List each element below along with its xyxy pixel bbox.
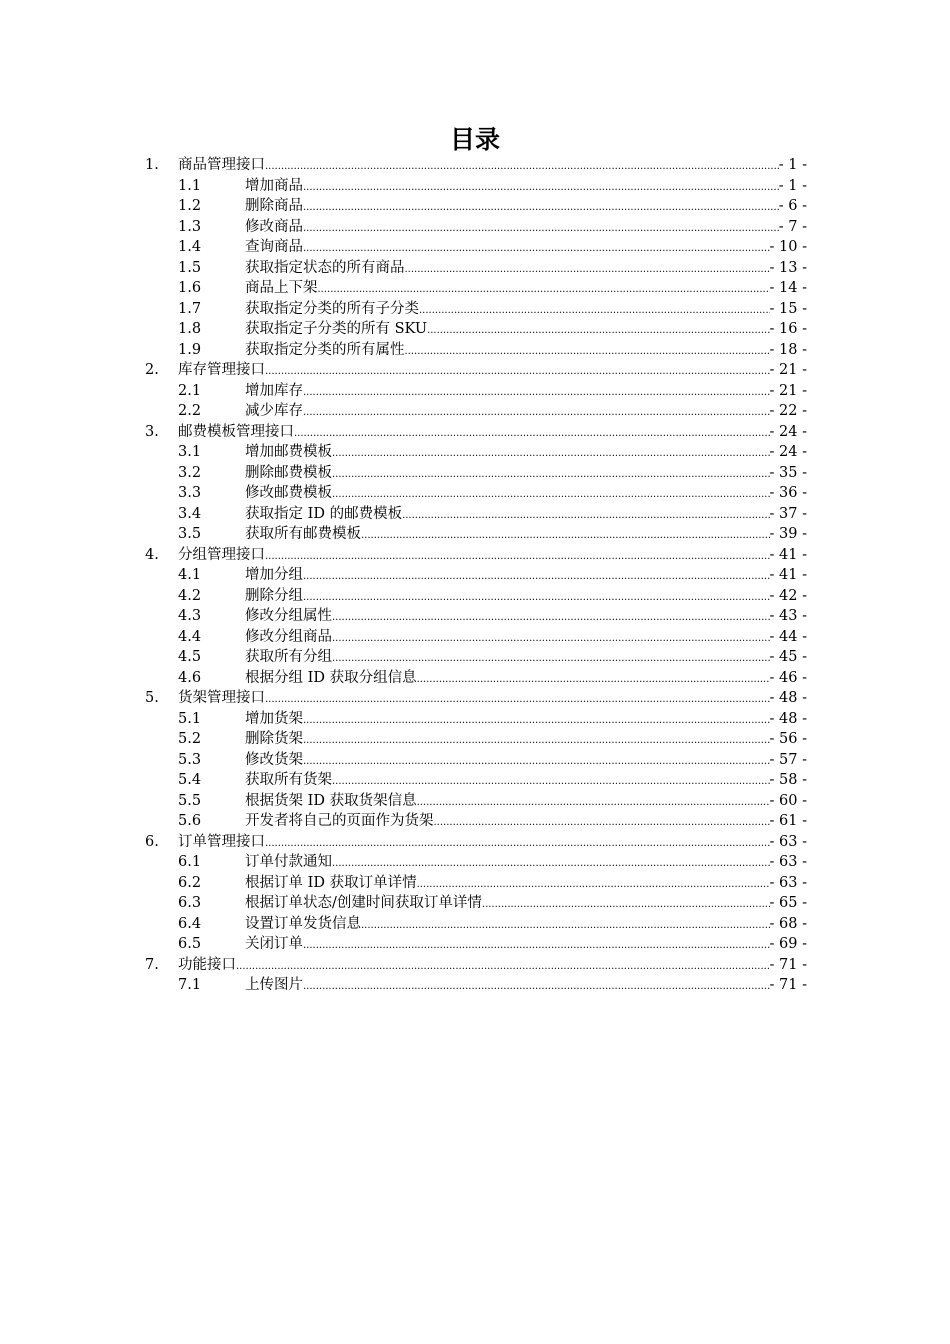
toc-entry-title: 删除商品 (245, 198, 303, 214)
toc-chapter-entry[interactable] (145, 955, 807, 976)
toc-entry-title: 增加邮费模板 (245, 444, 332, 460)
toc-entry-number: 1.7 (178, 300, 202, 317)
toc-entry-number: 1.2 (178, 198, 202, 214)
toc-dot-leader (361, 916, 770, 937)
toc-entry-title: 获取指定分类的所有属性 (245, 341, 405, 358)
toc-dot-leader (236, 957, 770, 978)
toc-entry-line (245, 893, 807, 916)
toc-dot-leader (318, 280, 770, 301)
toc-entry-title: 增加库存 (245, 382, 303, 399)
toc-entry-title: 开发者将自己的页面作为货架 (245, 813, 434, 829)
toc-dot-leader (303, 178, 779, 199)
toc-entry-page-number: - 21 - (769, 362, 807, 378)
toc-section-entry[interactable] (145, 504, 807, 525)
toc-section-entry[interactable] (145, 647, 807, 668)
toc-entry-line (178, 955, 807, 978)
toc-entry-title: 分组管理接口 (178, 546, 265, 563)
toc-entry-number: 1. (145, 157, 159, 173)
toc-entry-title: 商品上下架 (245, 280, 318, 296)
toc-entry-line (245, 770, 807, 793)
toc-entry-line (245, 750, 807, 773)
toc-entry-number: 4.1 (178, 567, 202, 583)
toc-dot-leader (303, 977, 770, 998)
toc-entry-title: 货架管理接口 (178, 690, 265, 706)
toc-entry-line (245, 258, 807, 281)
toc-entry-page-number: - 22 - (769, 403, 807, 419)
toc-entry-page-number: - 65 - (769, 895, 807, 911)
toc-entry-title: 获取所有货架 (245, 772, 332, 788)
toc-entry-line (245, 606, 807, 629)
toc-section-entry[interactable] (145, 668, 807, 689)
toc-entry-page-number: - 69 - (769, 936, 807, 952)
toc-entry-line (178, 832, 807, 855)
toc-entry-page-number: - 7 - (778, 218, 807, 235)
toc-entry-title: 根据货架 ID 获取货架信息 (245, 792, 417, 809)
toc-dot-leader (332, 854, 770, 875)
toc-entry-line (245, 873, 807, 896)
toc-entry-number: 3.5 (178, 526, 202, 542)
toc-entry-number: 2.1 (178, 382, 202, 399)
toc-entry-title: 库存管理接口 (178, 362, 265, 378)
toc-section-entry[interactable] (145, 914, 807, 935)
toc-dot-leader (303, 567, 770, 588)
toc-entry-title: 根据订单状态/创建时间获取订单详情 (245, 895, 482, 911)
toc-entry-line (245, 914, 807, 937)
toc-entry-number: 4.2 (178, 587, 202, 604)
toc-entry-title: 商品管理接口 (178, 157, 265, 173)
toc-dot-leader (417, 875, 770, 896)
toc-entry-line (245, 176, 807, 199)
toc-dot-leader (417, 670, 770, 691)
toc-section-entry[interactable] (145, 278, 807, 299)
toc-dot-leader (294, 424, 770, 445)
toc-entry-line (245, 565, 807, 588)
toc-entry-number: 5.1 (178, 710, 202, 727)
toc-entry-line (245, 401, 807, 424)
toc-entry-line (245, 524, 807, 547)
toc-entry-title: 修改货架 (245, 751, 303, 768)
toc-entry-number: 1.6 (178, 280, 202, 296)
toc-entry-number: 3.4 (178, 505, 202, 522)
toc-entry-number: 3.3 (178, 485, 202, 501)
toc-dot-leader (303, 239, 770, 260)
toc-entry-line (245, 483, 807, 506)
toc-entry-page-number: - 6 - (778, 198, 807, 214)
toc-entry-number: 5.6 (178, 813, 202, 829)
toc-dot-leader (265, 362, 770, 383)
toc-dot-leader (419, 301, 770, 322)
toc-entry-title: 根据订单 ID 获取订单详情 (245, 874, 417, 891)
toc-entry-line (178, 360, 807, 383)
toc-dot-leader (434, 813, 770, 834)
toc-entry-number: 4.4 (178, 628, 202, 645)
toc-dot-leader (332, 772, 770, 793)
toc-entry-title: 根据分组 ID 获取分组信息 (245, 669, 417, 686)
toc-chapter-entry[interactable] (145, 545, 807, 566)
toc-dot-leader (303, 588, 770, 609)
toc-dot-leader (303, 731, 770, 752)
toc-entry-title: 功能接口 (178, 956, 236, 973)
toc-entry-number: 2. (145, 362, 159, 378)
toc-entry-line (245, 647, 807, 670)
toc-entry-number: 6. (145, 833, 159, 850)
toc-entry-number: 5.4 (178, 772, 202, 788)
toc-entry-line (245, 237, 807, 260)
toc-entry-number: 6.4 (178, 915, 202, 932)
toc-entry-page-number: - 61 - (769, 813, 807, 829)
toc-entry-page-number: - 45 - (769, 649, 807, 665)
toc-entry-title: 修改分组商品 (245, 628, 332, 645)
toc-entry-line (245, 217, 807, 240)
toc-chapter-entry[interactable] (145, 422, 807, 443)
toc-entry-title: 获取指定子分类的所有 SKU (245, 321, 428, 337)
toc-entry-page-number: - 42 - (769, 587, 807, 604)
toc-entry-page-number: - 57 - (769, 751, 807, 768)
toc-entry-page-number: - 1 - (778, 157, 807, 173)
toc-title: 目录 (449, 125, 500, 154)
toc-entry-number: 6.3 (178, 895, 202, 911)
toc-entry-page-number: - 48 - (769, 690, 807, 706)
toc-entry-page-number: - 24 - (769, 444, 807, 460)
toc-section-entry[interactable] (145, 442, 807, 463)
toc-entry-number: 4.6 (178, 669, 202, 686)
toc-entry-page-number: - 41 - (769, 567, 807, 583)
toc-entry-page-number: - 18 - (769, 341, 807, 358)
toc-section-entry[interactable] (145, 381, 807, 402)
toc-section-entry[interactable] (145, 934, 807, 955)
toc-entry-title: 删除分组 (245, 587, 303, 604)
toc-entry-line (245, 811, 807, 834)
toc-section-entry[interactable] (145, 401, 807, 422)
toc-dot-leader (402, 506, 769, 527)
toc-entry-title: 修改邮费模板 (245, 485, 332, 501)
toc-entry-number: 5.2 (178, 731, 202, 747)
toc-entry-page-number: - 68 - (769, 915, 807, 932)
toc-entry-title: 设置订单发货信息 (245, 915, 361, 932)
toc-dot-leader (332, 629, 770, 650)
toc-entry-page-number: - 63 - (769, 833, 807, 850)
toc-section-entry[interactable] (145, 237, 807, 258)
toc-chapter-entry[interactable] (145, 832, 807, 853)
toc-entry-number: 7.1 (178, 977, 202, 993)
toc-section-entry[interactable] (145, 258, 807, 279)
toc-dot-leader (405, 260, 770, 281)
toc-entry-number: 4.3 (178, 608, 202, 624)
toc-entry-page-number: - 14 - (769, 280, 807, 296)
toc-section-entry[interactable] (145, 196, 807, 217)
toc-entry-line (245, 586, 807, 609)
toc-section-entry[interactable] (145, 483, 807, 504)
toc-entry-page-number: - 41 - (769, 546, 807, 563)
toc-entry-line (245, 709, 807, 732)
toc-section-entry[interactable] (145, 852, 807, 873)
toc-chapter-entry[interactable] (145, 360, 807, 381)
toc-entry-line (245, 729, 807, 752)
toc-entry-title: 订单付款通知 (245, 854, 332, 870)
toc-entry-title: 删除货架 (245, 731, 303, 747)
toc-entry-number: 1.8 (178, 321, 202, 337)
toc-entry-line (178, 155, 807, 178)
toc-entry-title: 删除邮费模板 (245, 464, 332, 481)
toc-entry-page-number: - 10 - (769, 239, 807, 255)
toc-section-entry[interactable] (145, 565, 807, 586)
toc-entry-number: 6.2 (178, 874, 202, 891)
toc-entry-page-number: - 36 - (769, 485, 807, 501)
toc-entry-line (245, 668, 807, 691)
toc-entry-number: 3. (145, 423, 159, 440)
toc-entry-number: 3.2 (178, 464, 202, 481)
toc-entry-title: 邮费模板管理接口 (178, 423, 294, 440)
toc-entry-line (178, 688, 807, 711)
toc-entry-number: 6.5 (178, 936, 202, 952)
toc-entry-number: 5.3 (178, 751, 202, 768)
toc-section-entry[interactable] (145, 299, 807, 320)
toc-entry-title: 减少库存 (245, 403, 303, 419)
toc-entry-page-number: - 46 - (769, 669, 807, 686)
toc-section-entry[interactable] (145, 975, 807, 996)
toc-section-entry[interactable] (145, 729, 807, 750)
toc-section-entry[interactable] (145, 319, 807, 340)
toc-section-entry[interactable] (145, 750, 807, 771)
toc-entry-line (245, 319, 807, 342)
toc-entry-number: 2.2 (178, 403, 202, 419)
toc-entry-page-number: - 63 - (769, 874, 807, 891)
toc-section-entry[interactable] (145, 791, 807, 812)
toc-entry-title: 修改商品 (245, 218, 303, 235)
toc-entry-page-number: - 35 - (769, 464, 807, 481)
toc-entry-title: 增加货架 (245, 710, 303, 727)
toc-entry-line (178, 422, 807, 445)
toc-dot-leader (265, 834, 770, 855)
toc-entry-page-number: - 44 - (769, 628, 807, 645)
toc-entry-page-number: - 37 - (769, 505, 807, 522)
toc-section-entry[interactable] (145, 176, 807, 197)
toc-entry-line (245, 196, 807, 219)
toc-entry-title: 增加商品 (245, 177, 303, 194)
toc-section-entry[interactable] (145, 463, 807, 484)
toc-entry-page-number: - 21 - (769, 382, 807, 399)
toc-dot-leader (332, 649, 770, 670)
toc-entry-number: 6.1 (178, 854, 202, 870)
toc-entry-title: 获取所有邮费模板 (245, 526, 361, 542)
toc-entry-number: 1.3 (178, 218, 202, 235)
toc-chapter-entry[interactable] (145, 155, 807, 176)
toc-section-entry[interactable] (145, 770, 807, 791)
toc-dot-leader (303, 403, 770, 424)
toc-entry-page-number: - 24 - (769, 423, 807, 440)
toc-entry-title: 订单管理接口 (178, 833, 265, 850)
toc-entry-title: 获取指定状态的所有商品 (245, 259, 405, 276)
toc-section-entry[interactable] (145, 811, 807, 832)
toc-entry-number: 1.1 (178, 177, 202, 194)
toc-entry-page-number: - 1 - (778, 177, 807, 194)
toc-entry-title: 关闭订单 (245, 936, 303, 952)
toc-entry-title: 获取指定分类的所有子分类 (245, 300, 419, 317)
toc-dot-leader (427, 321, 769, 342)
toc-entry-line (245, 442, 807, 465)
toc-entry-line (245, 504, 807, 527)
toc-dot-leader (303, 198, 779, 219)
toc-entry-page-number: - 13 - (769, 259, 807, 276)
toc-entry-title: 增加分组 (245, 567, 303, 583)
toc-entry-line (245, 463, 807, 486)
toc-entry-line (178, 545, 807, 568)
toc-entry-line (245, 975, 807, 998)
toc-entry-title: 上传图片 (245, 977, 303, 993)
toc-entry-page-number: - 39 - (769, 526, 807, 542)
toc-entry-number: 5. (145, 690, 159, 706)
toc-entry-page-number: - 60 - (769, 792, 807, 809)
toc-entry-title: 获取所有分组 (245, 649, 332, 665)
toc-entry-line (245, 627, 807, 650)
toc-entry-number: 3.1 (178, 444, 202, 460)
toc-entry-line (245, 381, 807, 404)
toc-entry-line (245, 299, 807, 322)
toc-section-entry[interactable] (145, 873, 807, 894)
toc-entry-page-number: - 16 - (769, 321, 807, 337)
toc-entry-line (245, 934, 807, 957)
toc-dot-leader (332, 485, 770, 506)
toc-entry-title: 查询商品 (245, 239, 303, 255)
toc-dot-leader (332, 465, 770, 486)
toc-dot-leader (265, 157, 779, 178)
toc-chapter-entry[interactable] (145, 688, 807, 709)
toc-section-entry[interactable] (145, 709, 807, 730)
toc-section-entry[interactable] (145, 606, 807, 627)
toc-dot-leader (482, 895, 770, 916)
toc-entry-page-number: - 56 - (769, 731, 807, 747)
toc-entry-line (245, 278, 807, 301)
toc-entry-number: 4. (145, 546, 159, 563)
toc-dot-leader (303, 219, 779, 240)
toc-entry-number: 1.4 (178, 239, 202, 255)
toc-entry-line (245, 340, 807, 363)
toc-entry-number: 1.9 (178, 341, 202, 358)
toc-section-entry[interactable] (145, 524, 807, 545)
toc-dot-leader (417, 793, 770, 814)
toc-entry-title: 修改分组属性 (245, 608, 332, 624)
toc-section-entry[interactable] (145, 217, 807, 238)
toc-entry-number: 4.5 (178, 649, 202, 665)
toc-dot-leader (405, 342, 770, 363)
toc-section-entry[interactable] (145, 893, 807, 914)
toc-dot-leader (303, 752, 770, 773)
toc-entry-number: 5.5 (178, 792, 202, 809)
toc-section-entry[interactable] (145, 340, 807, 361)
toc-dot-leader (361, 526, 770, 547)
toc-entry-title: 获取指定 ID 的邮费模板 (245, 505, 403, 522)
toc-entry-page-number: - 71 - (769, 956, 807, 973)
toc-entry-page-number: - 71 - (769, 977, 807, 993)
toc-dot-leader (332, 608, 770, 629)
toc-entry-line (245, 852, 807, 875)
toc-dot-leader (303, 936, 770, 957)
toc-entry-page-number: - 63 - (769, 854, 807, 870)
toc-entry-page-number: - 15 - (769, 300, 807, 317)
toc-entry-number: 7. (145, 956, 159, 973)
toc-entry-page-number: - 43 - (769, 608, 807, 624)
toc-dot-leader (303, 711, 770, 732)
toc-dot-leader (265, 547, 770, 568)
toc-dot-leader (303, 383, 770, 404)
toc-dot-leader (332, 444, 770, 465)
toc-dot-leader (265, 690, 770, 711)
toc-entry-line (245, 791, 807, 814)
toc-list (145, 155, 807, 996)
toc-entry-page-number: - 48 - (769, 710, 807, 727)
toc-entry-number: 1.5 (178, 259, 202, 276)
toc-entry-page-number: - 58 - (769, 772, 807, 788)
toc-section-entry[interactable] (145, 627, 807, 648)
toc-section-entry[interactable] (145, 586, 807, 607)
